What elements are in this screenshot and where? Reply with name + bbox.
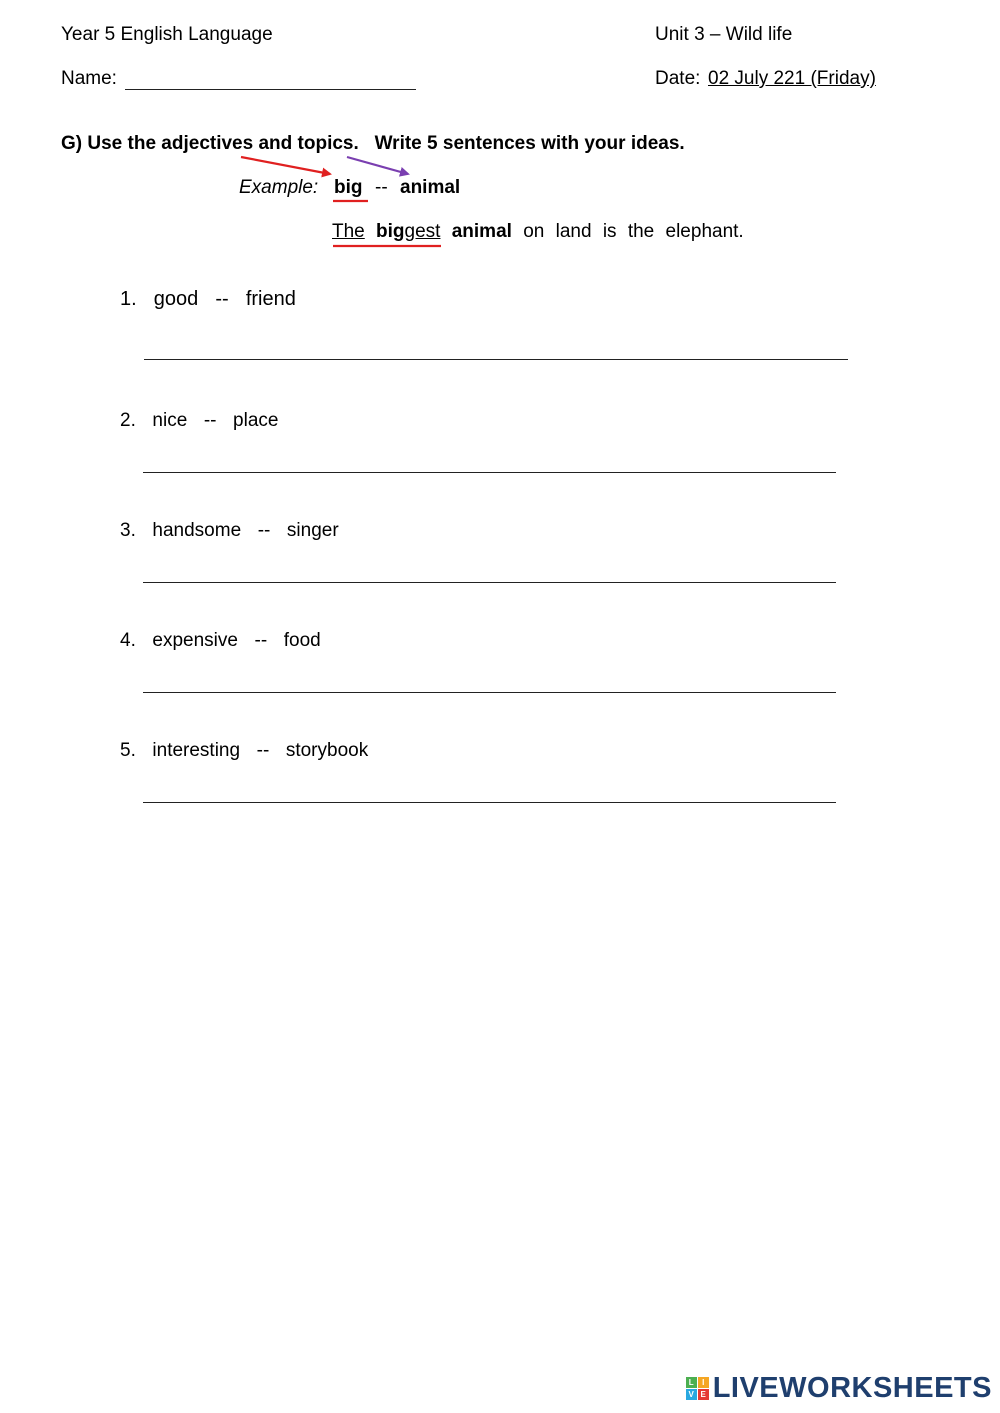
item-5-answer-line[interactable]	[143, 802, 836, 803]
item-1-answer-line[interactable]	[144, 359, 848, 360]
date-value: 02 July 221 (Friday)	[708, 68, 876, 89]
example-adjective: big	[334, 177, 363, 198]
item-3-answer-line[interactable]	[143, 582, 836, 583]
logo-letter-e: E	[698, 1389, 709, 1400]
name-label: Name:	[61, 68, 117, 89]
logo-brand-text: LIVEWORKSHEETS	[712, 1372, 992, 1404]
example-topic: animal	[400, 177, 461, 198]
unit-title: Unit 3 – Wild life	[655, 24, 793, 45]
example-separator: --	[375, 177, 388, 198]
date-label: Date:	[655, 68, 701, 89]
example-sentence	[332, 221, 744, 243]
course-title: Year 5 English Language	[61, 24, 273, 45]
example-label: Example:	[239, 177, 319, 198]
sentence-adjective	[376, 221, 440, 242]
topic-arrow	[347, 157, 408, 174]
item-1-prompt: 1. good -- friend	[120, 288, 296, 310]
name-field[interactable]	[125, 89, 416, 90]
sentence-adjective-root: big	[376, 221, 405, 242]
liveworksheets-logo	[686, 1372, 992, 1405]
sentence-topic: animal	[451, 221, 512, 242]
item-2-prompt: 2. nice -- place	[120, 410, 279, 431]
sentence-the: The	[332, 221, 365, 242]
logo-letter-l: L	[686, 1377, 697, 1388]
sentence-rest: on land is the elephant.	[523, 221, 744, 242]
adjective-arrow	[241, 157, 330, 174]
logo-letter-v: V	[686, 1389, 697, 1400]
item-3-prompt: 3. handsome -- singer	[120, 520, 339, 541]
item-4-prompt: 4. expensive -- food	[120, 630, 321, 651]
instruction-heading: G) Use the adjectives and topics. Write 5 sentences with your ideas.	[61, 133, 685, 154]
logo-grid-icon	[686, 1377, 709, 1400]
item-4-answer-line[interactable]	[143, 692, 836, 693]
item-5-prompt: 5. interesting -- storybook	[120, 740, 369, 761]
item-2-answer-line[interactable]	[143, 472, 836, 473]
sentence-adjective-suffix: gest	[404, 221, 441, 242]
logo-letter-i: I	[698, 1377, 709, 1388]
